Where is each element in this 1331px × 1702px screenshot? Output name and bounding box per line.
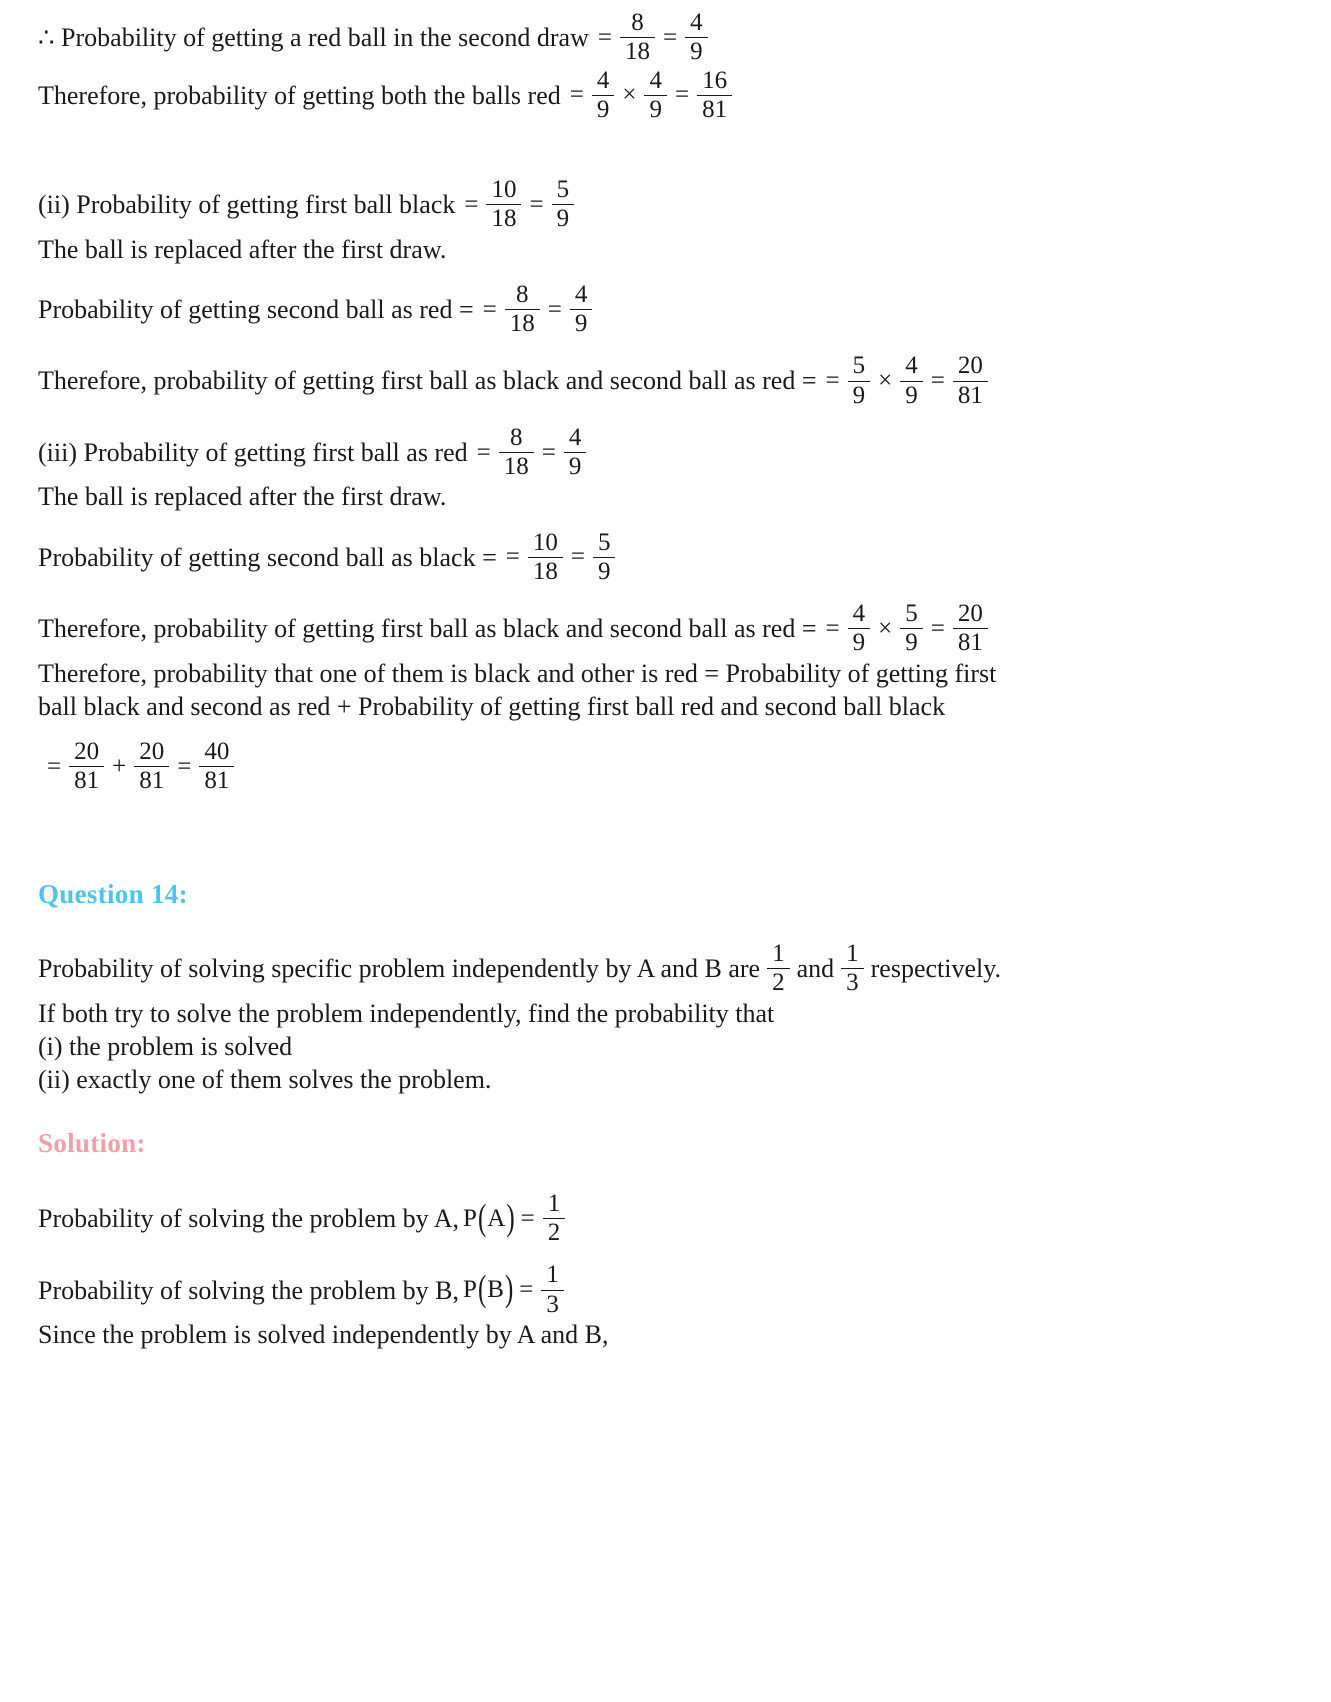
denominator: 2 <box>767 968 790 996</box>
fraction <box>848 353 871 409</box>
fraction <box>685 10 708 66</box>
numerator: 16 <box>702 66 728 94</box>
line-4-text: The ball is replaced after the first draw. <box>38 234 447 264</box>
numerator: 8 <box>510 423 523 451</box>
question-heading-row <box>38 877 1293 912</box>
equals-sign: = <box>674 81 690 109</box>
numerator: 20 <box>139 738 165 766</box>
line-5-text: Probability of getting second ball as red = <box>38 294 474 324</box>
equals-sign: = <box>569 81 584 109</box>
line-11-text: Therefore, probability that one of them is black and other is red = Probability of getting first <box>38 658 997 688</box>
solution-heading: Solution: <box>38 1128 146 1159</box>
solution-line-2 <box>38 1262 1293 1318</box>
fraction <box>552 177 575 233</box>
line-6-equation <box>821 353 991 409</box>
fraction <box>767 941 790 997</box>
solution-line-1 <box>38 1191 1293 1247</box>
denominator: 2 <box>543 1218 566 1246</box>
question-part-i-text: (i) the problem is solved <box>38 1031 293 1061</box>
denominator: 9 <box>570 309 593 337</box>
statement-line-1 <box>38 10 1293 66</box>
fraction <box>199 739 234 795</box>
denominator: 9 <box>593 557 616 585</box>
p-symbol: P <box>463 1204 477 1232</box>
question-text-a: Probability of solving specific problem independently by A and B are <box>38 954 761 984</box>
solution-heading-row <box>38 1126 1293 1161</box>
numerator: 4 <box>574 280 588 308</box>
line-10-text: Therefore, probability of getting first ball as black and second ball as red = <box>38 614 817 644</box>
line-9-equation <box>501 530 619 586</box>
line-12-text: ball black and second as red + Probability of getting first ball red and second ball black <box>38 691 946 721</box>
numerator: 5 <box>556 176 570 203</box>
fraction <box>564 425 587 481</box>
denominator: 9 <box>900 381 923 409</box>
spacer <box>38 795 1293 847</box>
equals-sign: = <box>482 295 497 323</box>
spacer <box>38 847 1293 877</box>
statement-line-7 <box>38 425 1293 481</box>
spacer <box>38 723 1293 739</box>
argument: B <box>487 1276 504 1304</box>
line-7-equation <box>472 425 590 481</box>
multiplication-sign: × <box>622 81 637 109</box>
spacer <box>38 585 1293 601</box>
fraction <box>953 353 988 409</box>
equals-sign: = <box>519 1276 534 1304</box>
line-7-text: (iii) Probability of getting first ball as red <box>38 437 468 467</box>
fraction <box>841 941 864 997</box>
denominator: 18 <box>528 557 563 585</box>
equals-sign: = <box>476 438 491 466</box>
solution-line-1-equation <box>463 1191 568 1247</box>
numerator: 20 <box>74 738 100 766</box>
statement-line-8 <box>38 480 1293 513</box>
denominator: 9 <box>564 452 587 480</box>
fraction <box>644 68 667 124</box>
fraction <box>900 353 923 409</box>
statement-line-2 <box>38 68 1293 124</box>
statement-line-11 <box>38 657 1293 690</box>
fraction <box>69 739 104 795</box>
solution-line-2-equation <box>463 1262 567 1318</box>
numerator: 4 <box>649 66 662 94</box>
numerator: 5 <box>597 528 611 556</box>
numerator: 5 <box>905 600 918 628</box>
numerator: 4 <box>690 9 703 36</box>
numerator: 4 <box>905 352 918 380</box>
fraction <box>593 530 616 586</box>
close-paren: ) <box>506 1197 515 1239</box>
numerator: 1 <box>546 1261 559 1289</box>
fraction <box>134 739 169 795</box>
equals-sign: = <box>825 614 840 642</box>
denominator: 81 <box>953 628 988 656</box>
question-part-ii <box>38 1063 1293 1096</box>
spacer <box>38 409 1293 425</box>
equals-sign: = <box>597 23 612 51</box>
fraction <box>900 601 923 657</box>
spacer <box>38 1096 1293 1126</box>
solution-line-3-text: Since the problem is solved independently by A and B, <box>38 1319 609 1349</box>
fraction <box>620 10 655 66</box>
denominator: 9 <box>685 37 708 65</box>
question-text-c: If both try to solve the problem independently, find the probability that <box>38 998 775 1028</box>
line-2-equation <box>565 68 735 124</box>
line-1-equation <box>593 10 711 66</box>
question-text-b: respectively. <box>870 954 1002 984</box>
denominator: 81 <box>69 766 104 794</box>
statement-line-5 <box>38 282 1293 338</box>
equals-sign: = <box>47 752 62 780</box>
equals-sign: = <box>177 752 192 780</box>
fraction <box>592 68 615 124</box>
spacer <box>38 125 1293 177</box>
question-line-1 <box>38 941 1293 997</box>
denominator: 9 <box>848 381 871 409</box>
equals-sign: = <box>547 295 562 323</box>
line-3-text: (ii) Probability of getting first ball black <box>38 190 456 220</box>
denominator: 9 <box>644 95 667 123</box>
numerator: 4 <box>596 66 610 94</box>
denominator: 9 <box>592 95 615 123</box>
statement-line-13 <box>38 739 1293 795</box>
numerator: 1 <box>846 940 859 968</box>
numerator: 20 <box>957 352 983 380</box>
numerator: 5 <box>852 352 866 380</box>
fraction <box>486 177 521 233</box>
spacer <box>38 337 1293 353</box>
line-5-equation <box>478 282 596 338</box>
fraction <box>953 601 988 657</box>
statement-line-12 <box>38 690 1293 723</box>
line-10-equation <box>821 601 991 657</box>
equals-sign: = <box>662 23 678 51</box>
statement-line-9 <box>38 530 1293 586</box>
equals-sign: = <box>520 1204 535 1232</box>
equals-sign: = <box>825 367 840 395</box>
line-9-text: Probability of getting second ball as black = <box>38 542 497 572</box>
fraction <box>528 530 563 586</box>
denominator: 18 <box>486 204 521 232</box>
spacer <box>38 266 1293 282</box>
denominator: 9 <box>900 628 923 656</box>
numerator: 1 <box>547 1189 561 1217</box>
numerator: 40 <box>204 738 230 766</box>
numerator: 10 <box>532 528 558 556</box>
line-6-text: Therefore, probability of getting first ball as black and second ball as red = <box>38 366 817 396</box>
denominator: 3 <box>841 968 864 996</box>
question-part-ii-text: (ii) exactly one of them solves the problem. <box>38 1065 492 1095</box>
argument: A <box>487 1204 506 1232</box>
equals-sign: = <box>930 614 945 642</box>
probability-a-fraction <box>764 941 793 997</box>
statement-line-6 <box>38 353 1293 409</box>
denominator: 3 <box>541 1290 564 1318</box>
denominator: 18 <box>620 37 655 65</box>
statement-line-3 <box>38 177 1293 233</box>
spacer <box>38 1246 1293 1262</box>
probability-b-fraction <box>838 941 867 997</box>
fraction <box>697 68 732 124</box>
denominator: 81 <box>199 766 234 794</box>
fraction <box>499 425 534 481</box>
equals-sign: = <box>505 543 520 571</box>
numerator: 4 <box>852 600 866 628</box>
numerator: 20 <box>957 600 983 628</box>
denominator: 81 <box>134 766 169 794</box>
plus-sign: + <box>112 752 127 780</box>
multiplication-sign: × <box>878 367 893 395</box>
equals-sign: = <box>464 190 479 218</box>
spacer <box>38 911 1293 941</box>
denominator: 9 <box>848 628 871 656</box>
solution-line-1-text: Probability of solving the problem by A, <box>38 1204 460 1234</box>
question-line-2 <box>38 997 1293 1030</box>
question-and-text: and <box>796 954 835 984</box>
question-heading: Question 14: <box>38 878 188 909</box>
line-3-equation <box>459 177 577 233</box>
line-2-text: Therefore, probability of getting both the balls red <box>38 80 561 110</box>
equals-sign: = <box>930 367 945 395</box>
denominator: 18 <box>499 452 534 480</box>
spacer <box>38 1161 1293 1191</box>
denominator: 81 <box>953 381 988 409</box>
statement-line-10 <box>38 601 1293 657</box>
multiplication-sign: × <box>878 614 893 642</box>
p-symbol: P <box>463 1276 477 1304</box>
fraction <box>543 1191 566 1247</box>
spacer <box>38 514 1293 530</box>
numerator: 8 <box>516 280 529 308</box>
open-paren: ( <box>477 1197 487 1239</box>
denominator: 9 <box>552 204 575 232</box>
denominator: 81 <box>697 95 732 123</box>
equals-sign: = <box>541 438 556 466</box>
fraction <box>570 282 593 338</box>
line-13-equation <box>42 739 237 795</box>
statement-line-4 <box>38 233 1293 266</box>
numerator: 8 <box>631 9 644 36</box>
solution-line-2-text: Probability of solving the problem by B, <box>38 1275 460 1305</box>
numerator: 10 <box>491 176 517 203</box>
open-paren: ( <box>477 1269 487 1310</box>
line-8-text: The ball is replaced after the first draw. <box>38 482 447 512</box>
denominator: 18 <box>505 309 540 337</box>
probability-function-a <box>463 1197 516 1239</box>
equals-sign: = <box>570 543 585 571</box>
numerator: 1 <box>772 940 785 968</box>
question-part-i <box>38 1030 1293 1063</box>
line-1-text: ∴ Probability of getting a red ball in the second draw <box>38 23 589 53</box>
close-paren: ) <box>504 1269 514 1310</box>
numerator: 4 <box>568 423 582 451</box>
fraction <box>505 282 540 338</box>
equals-sign: = <box>529 190 544 218</box>
solution-line-3 <box>38 1318 1293 1351</box>
fraction <box>541 1262 564 1318</box>
fraction <box>848 601 871 657</box>
probability-function-b <box>463 1269 514 1310</box>
